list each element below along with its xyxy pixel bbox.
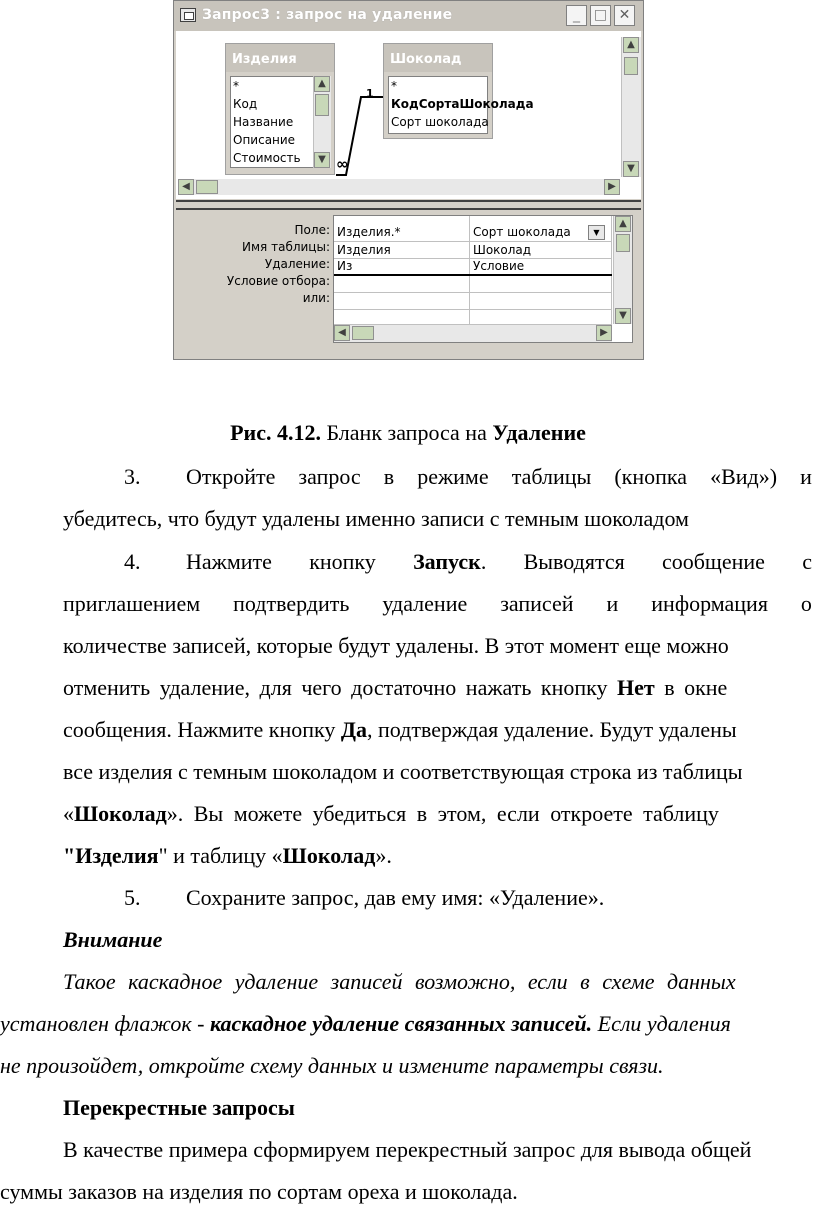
scroll-down-icon[interactable]: ▼ xyxy=(615,308,631,324)
word: и xyxy=(606,591,619,616)
step-4-line-8 xyxy=(63,842,392,870)
text-run: установлен флажок - xyxy=(0,1011,210,1036)
scroll-left-icon[interactable]: ◀ xyxy=(334,325,350,341)
attention-line-3: не произойдет, откройте схему данных и измените параметры связи. xyxy=(0,1053,664,1078)
window-titlebar[interactable] xyxy=(174,1,643,31)
text-run: сообщения. Нажмите кнопку xyxy=(63,717,341,742)
step-3-number: 3. xyxy=(124,464,141,489)
field-list[interactable] xyxy=(388,76,534,134)
attention-heading: Внимание xyxy=(63,927,163,952)
caption-emphasis: Удаление xyxy=(492,420,586,445)
row-label-criteria: Условие отбора: xyxy=(226,274,330,288)
scroll-down-icon[interactable]: ▼ xyxy=(623,161,639,177)
scroll-right-icon[interactable]: ▶ xyxy=(596,325,612,341)
text-run: ». xyxy=(375,843,392,868)
scroll-thumb[interactable] xyxy=(315,94,329,116)
caption-text: Бланк запроса на xyxy=(320,420,493,445)
grid-cell-table[interactable]: Шоколад xyxy=(473,243,532,257)
scroll-up-icon[interactable]: ▲ xyxy=(623,37,639,53)
row-label-table: Имя таблицы: xyxy=(242,240,330,254)
option-name: каскадное удаление связанных записей. xyxy=(209,1011,593,1036)
word: о xyxy=(800,591,812,616)
word: приглашением xyxy=(63,591,201,616)
step-4-line-5 xyxy=(63,716,737,744)
no-button-name: Нет xyxy=(617,675,655,700)
grid-row-divider xyxy=(334,309,612,310)
table-box-header: Изделия xyxy=(226,44,334,72)
field-item[interactable]: Код xyxy=(233,97,258,111)
query-window-icon xyxy=(180,8,196,22)
table-box-header: Шоколад xyxy=(384,44,492,72)
word: в xyxy=(383,464,395,489)
window-title: Запрос3 : запрос на удаление xyxy=(202,7,453,23)
scroll-thumb[interactable] xyxy=(616,234,630,252)
punctuation: . xyxy=(480,549,487,574)
close-button[interactable]: ✕ xyxy=(614,5,635,26)
step-3-line-2: убедитесь, что будут удалены именно записи с темным шоколадом xyxy=(63,506,689,531)
row-label-field: Поле: xyxy=(294,223,330,237)
word: с xyxy=(802,549,812,574)
pane-splitter[interactable] xyxy=(176,200,641,210)
table-name: Шоколад xyxy=(74,801,167,826)
text-run: Если удаления xyxy=(592,1011,731,1036)
step-3-line-1 xyxy=(186,463,812,491)
design-horizontal-scrollbar[interactable] xyxy=(178,179,620,195)
field-item-key[interactable]: КодСортаШоколада xyxy=(391,97,534,111)
word: Откройте xyxy=(186,464,276,489)
minimize-button[interactable]: _ xyxy=(566,5,587,26)
field-item[interactable]: * xyxy=(233,79,239,93)
grid-cell-delete[interactable]: Условие xyxy=(473,259,525,273)
word: запрос xyxy=(298,464,361,489)
design-vertical-scrollbar[interactable] xyxy=(621,37,641,177)
step-4-line-2 xyxy=(63,590,812,618)
word: информация xyxy=(651,591,768,616)
step-4-line-1 xyxy=(186,548,812,576)
step-4-line-3: количестве записей, которые будут удалены. В этот момент еще можно xyxy=(63,633,729,658)
step-4-line-6: все изделия с темным шоколадом и соответствующая строка из таблицы xyxy=(63,759,743,784)
grid-horizontal-scrollbar[interactable] xyxy=(334,325,612,342)
table-box-izdeliya[interactable] xyxy=(225,43,335,175)
text-run: в окне xyxy=(654,675,728,700)
word: таблицы xyxy=(511,464,592,489)
dropdown-arrow-icon[interactable]: ▼ xyxy=(588,225,605,240)
grid-vertical-scrollbar[interactable] xyxy=(613,216,632,324)
row-label-or: или: xyxy=(302,291,330,305)
join-many-label: ∞ xyxy=(336,155,349,173)
yes-button-name: Да xyxy=(340,717,368,742)
scroll-thumb[interactable] xyxy=(196,180,218,194)
word: «Вид») xyxy=(710,464,778,489)
grid-cell-table[interactable]: Изделия xyxy=(337,243,391,257)
scroll-up-icon[interactable]: ▲ xyxy=(615,216,631,232)
step-4-line-7 xyxy=(63,800,719,828)
text-run: " и таблицу « xyxy=(158,843,283,868)
section-heading: Перекрестные запросы xyxy=(63,1095,295,1120)
grid-cell-field[interactable]: Изделия.* xyxy=(337,225,401,239)
text-run: ». Вы можете убедиться в этом, если откроете таблицу xyxy=(166,801,719,826)
caption-number: Рис. 4.12. xyxy=(230,420,321,445)
word: подтвердить xyxy=(233,591,350,616)
table-name: Изделия xyxy=(75,843,159,868)
step-5-text: Сохраните запрос, дав ему имя: «Удаление». xyxy=(186,885,605,910)
row-label-delete: Удаление: xyxy=(264,257,330,271)
table-name: Шоколад xyxy=(282,843,376,868)
text-run: , подтверждая удаление. Будут удалены xyxy=(367,717,737,742)
query-grid-area xyxy=(176,212,641,358)
figure-caption xyxy=(0,420,816,446)
query-design-grid xyxy=(333,215,633,343)
text-run: отменить удаление, для чего достаточно нажать кнопку xyxy=(63,675,617,700)
scroll-down-icon[interactable]: ▼ xyxy=(314,152,330,168)
word: режиме xyxy=(417,464,489,489)
scroll-up-icon[interactable]: ▲ xyxy=(314,76,330,92)
scroll-thumb[interactable] xyxy=(624,57,638,75)
word: записей xyxy=(500,591,574,616)
word: Выводятся xyxy=(523,549,625,574)
scroll-right-icon[interactable]: ▶ xyxy=(604,179,620,195)
field-item[interactable]: Стоимость xyxy=(233,151,301,165)
field-item[interactable]: Название xyxy=(233,115,294,129)
grid-cell-delete[interactable]: Из xyxy=(337,259,353,273)
step-4-line-4 xyxy=(63,674,727,702)
field-list-scrollbar[interactable] xyxy=(313,76,331,168)
field-item[interactable]: * xyxy=(391,79,397,93)
join-one-label: 1 xyxy=(366,87,374,100)
scroll-thumb[interactable] xyxy=(352,326,374,340)
grid-row-labels xyxy=(176,222,330,307)
query-window xyxy=(173,0,644,360)
text-run: « xyxy=(63,801,74,826)
section-line-2: суммы заказов на изделия по сортам ореха и шоколада. xyxy=(0,1179,518,1204)
word: сообщение xyxy=(661,549,765,574)
run-button-name: Запуск xyxy=(413,549,481,574)
attention-line-2 xyxy=(0,1010,731,1038)
step-4-number: 4. xyxy=(124,549,141,574)
word: и xyxy=(800,464,812,489)
section-line-1: В качестве примера сформируем перекрестный запрос для вывода общей xyxy=(63,1137,752,1162)
word: кнопку xyxy=(309,549,376,574)
word: удаление xyxy=(382,591,468,616)
step-5-number: 5. xyxy=(124,885,141,910)
field-list[interactable] xyxy=(230,76,316,168)
scroll-left-icon[interactable]: ◀ xyxy=(178,179,194,195)
attention-line-1: Такое каскадное удаление записей возможно, если в схеме данных xyxy=(63,969,736,994)
table-design-area xyxy=(176,31,641,199)
word: (кнопка xyxy=(614,464,688,489)
table-box-shokolad[interactable] xyxy=(383,43,534,139)
word-run-button xyxy=(413,548,486,576)
grid-cell-field[interactable]: Сорт шоколада xyxy=(473,225,571,239)
word: Нажмите xyxy=(186,549,272,574)
grid-row-divider xyxy=(334,292,612,293)
quote: " xyxy=(63,843,76,868)
field-item[interactable]: Описание xyxy=(233,133,296,147)
field-item[interactable]: Сорт шоколада xyxy=(391,115,489,129)
maximize-button[interactable]: □ xyxy=(590,5,611,26)
